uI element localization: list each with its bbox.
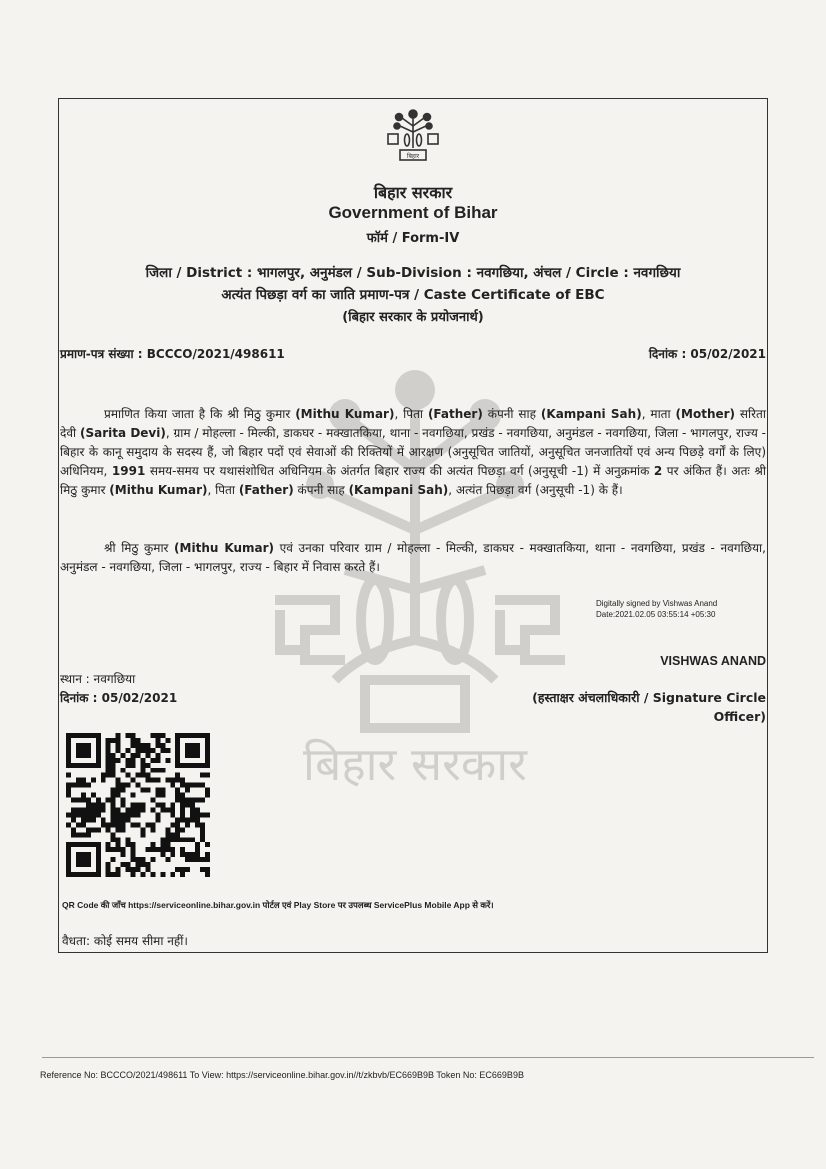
location-line: जिला / District : भागलपुर, अनुमंडल / Sub-Division : नवगछिया, अंचल / Circle : नवगछिया (145, 265, 681, 281)
body-text: प्रमाणित किया जाता है कि श्री मिठु कुमार (104, 407, 296, 421)
body-text: (Mother) (675, 407, 736, 421)
footer-divider (42, 1057, 814, 1058)
certificate-body-paragraph-1 (60, 405, 766, 500)
body-text: , पिता (394, 407, 428, 421)
body-text: (Mithu Kumar) (109, 483, 208, 497)
body-text: श्री मिठु कुमार (104, 541, 175, 555)
qr-verification-note: QR Code की जाँच https://serviceonline.bihar.gov.in पोर्टल एवं Play Store पर उपलब्ध ServicePlus Mobile App से करें। (62, 900, 494, 910)
body-text: (Sarita Devi) (80, 426, 166, 440)
digital-signature-block (596, 598, 717, 620)
issue-date: दिनांक : 05/02/2021 (60, 691, 178, 705)
certificate-body-paragraph-2 (60, 539, 766, 577)
certificate-title: अत्यंत पिछड़ा वर्ग का जाति प्रमाण-पत्र / Caste Certificate of EBC (221, 287, 605, 303)
body-text: , माता (641, 407, 676, 421)
body-text: समय-समय पर यथासंशोधित अधिनियम के अंतर्गत बिहार राज्य की अत्यंत पिछड़ा वर्ग (अनुसूची -1) में अनुक्रमांक (145, 464, 654, 478)
body-text: (Father) (427, 407, 483, 421)
body-text: (Mithu Kumar) (295, 407, 395, 421)
header-hindi-title: बिहार सरकार (373, 183, 453, 202)
validity-note: वैधता: कोई समय सीमा नहीं। (62, 934, 188, 948)
watermark-text: बिहार सरकार (303, 737, 527, 791)
issue-place: स्थान : नवगछिया (60, 672, 136, 686)
body-text: , ग्राम / मोहल्ला - मिल्की, डाकघर - मक्खातकिया, थाना - नवगछिया, प्रखंड - नवगछिया, अनुमंडल - नवगछिया, जिला - भागलपुर, राज्य - बिहार के कानू समुदाय के सदस्य हैं, जो बिहार पदों एवं सेवाओं की रिक्तियों में आरक्षण (अनुसूचित जातियों, अनुसूचित जनजातियों एवं अन्य पिछड़े वर्गों के लिए) अधिनियम, (60, 426, 767, 478)
header-english-title: Government of Bihar (328, 203, 498, 222)
body-text: 1991 (111, 464, 146, 478)
body-text: पर अंकित हैं। अतः श्री मिठु कुमार (60, 464, 766, 497)
body-text: कंपनी साह (293, 483, 349, 497)
certificate-number: प्रमाण-पत्र संख्या : BCCCO/2021/498611 (60, 347, 285, 361)
body-text: एवं उनका परिवार ग्राम / मोहल्ला - मिल्की, डाकघर - मक्खातकिया, थाना - नवगछिया, प्रखंड - नवगछिया, अनुमंडल - नवगछिया, जिला - भागलपुर, राज्य - बिहार में निवास करते हैं। (60, 541, 766, 574)
body-text: कंपनी साह (482, 407, 541, 421)
digital-signature-line: Digitally signed by Vishwas Anand (596, 599, 718, 608)
body-text: सरिता देवी (60, 407, 766, 440)
footer-reference: Reference No: BCCCO/2021/498611 To View: https://serviceonline.bihar.gov.in//t/zkbvb/EC669B9B Token No: EC669B9B (40, 1070, 524, 1080)
body-text: (Mithu Kumar) (174, 541, 274, 555)
bihar-emblem-icon (382, 104, 444, 166)
signatory-designation: (हस्ताक्षर अंचलाधिकारी / Signature Circle Officer) (532, 690, 766, 724)
form-number: फॉर्म / Form-IV (366, 231, 460, 246)
emblem-label: बिहार (406, 153, 420, 160)
certificate-purpose: (बिहार सरकार के प्रयोजनार्थ) (342, 310, 484, 325)
body-text: (Father) (238, 483, 294, 497)
body-text: , पिता (207, 483, 239, 497)
body-text: (Kampani Sah) (348, 483, 449, 497)
qr-code[interactable] (66, 733, 210, 877)
signatory-name: VISHWAS ANAND (660, 654, 766, 668)
body-text: 2 (653, 464, 663, 478)
certificate-date: दिनांक : 05/02/2021 (648, 347, 766, 361)
body-text: (Kampani Sah) (540, 407, 642, 421)
digital-signature-date: Date:2021.02.05 03:55:14 +05:30 (596, 610, 716, 619)
body-text: , अत्यंत पिछड़ा वर्ग (अनुसूची -1) के हैं। (448, 483, 623, 497)
